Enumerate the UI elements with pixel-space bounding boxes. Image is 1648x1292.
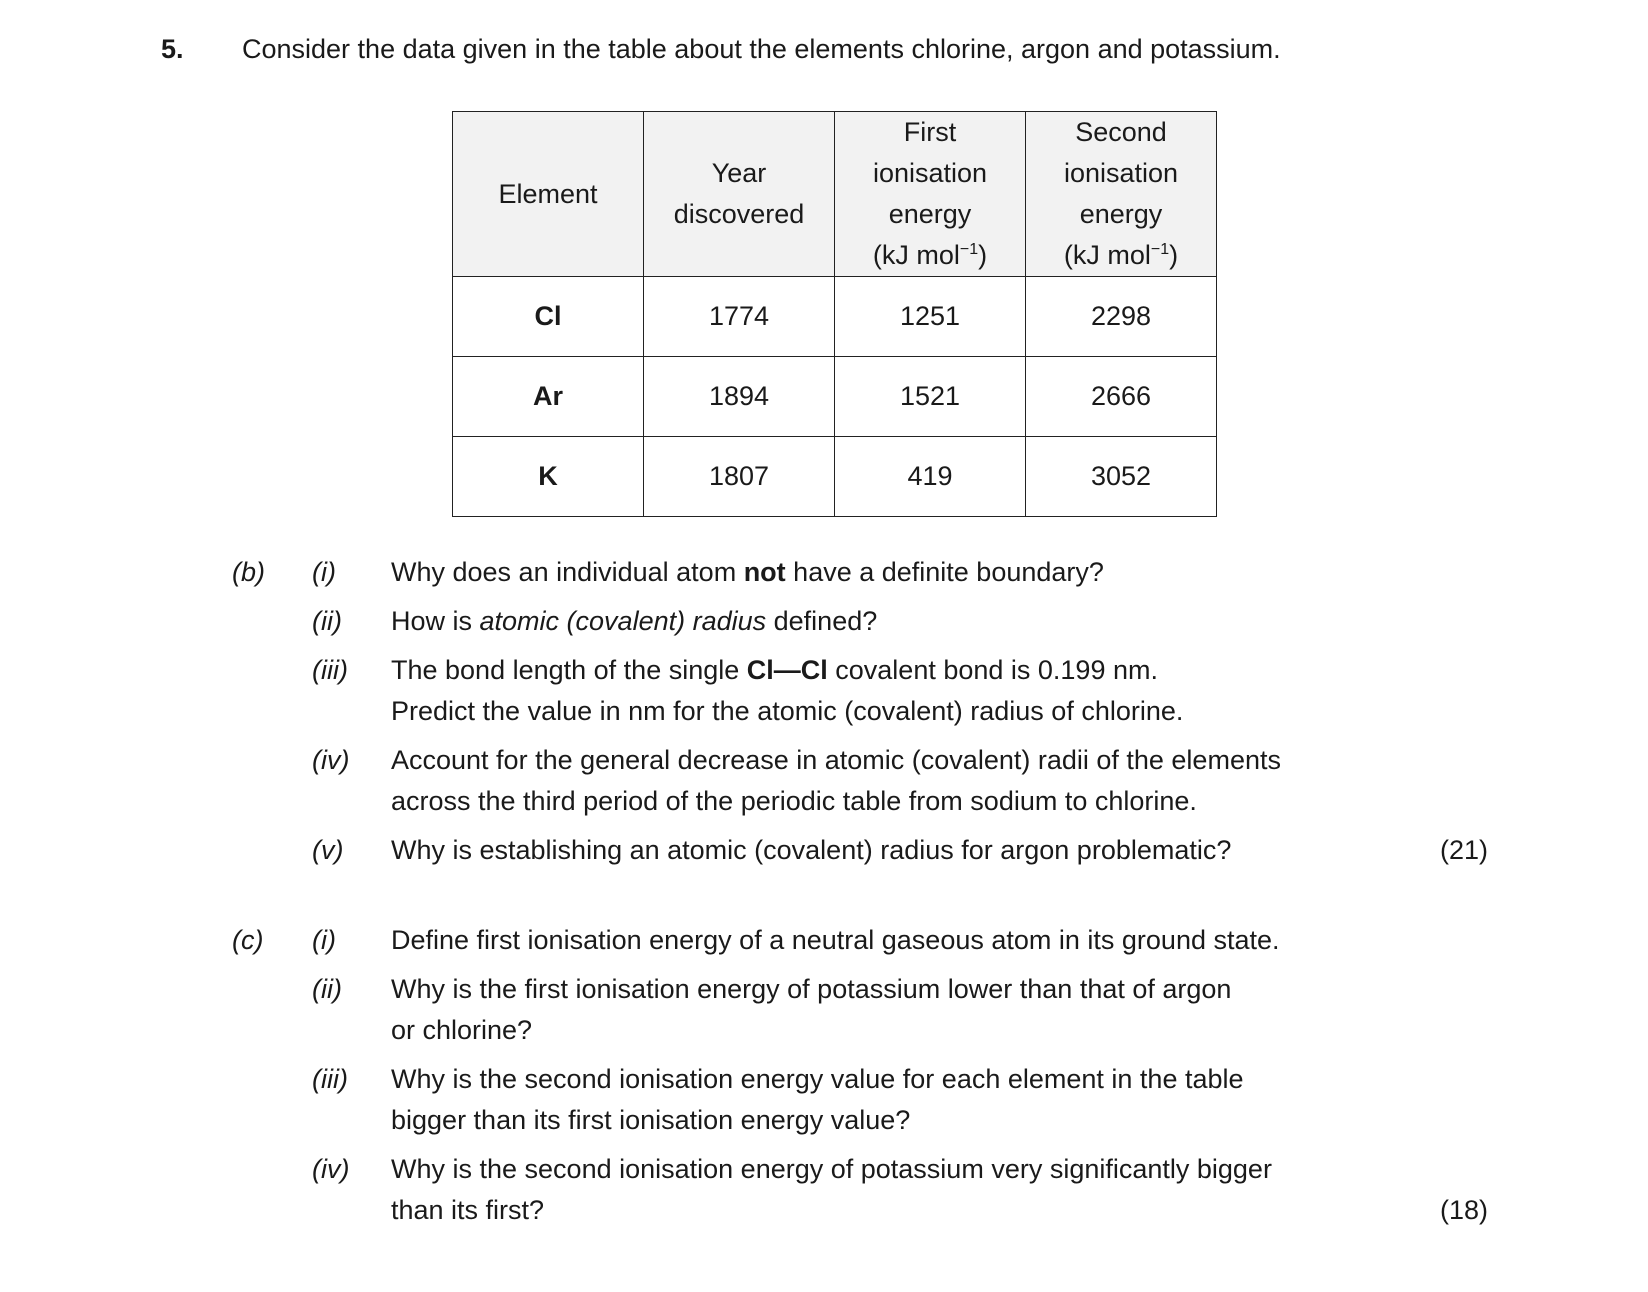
cell-first-ie: 419 — [835, 437, 1026, 517]
cell-first-ie: 1521 — [835, 357, 1026, 437]
question-number: 5. — [161, 34, 184, 64]
elements-table — [452, 111, 1217, 517]
part-b-i-label: (i) — [312, 557, 336, 587]
part-b-marks: (21) — [1440, 835, 1489, 865]
part-b-i-text: Why does an individual atom not have a definite boundary? — [391, 557, 1104, 587]
part-b-label: (b) — [232, 557, 265, 587]
cell-year: 1807 — [644, 437, 835, 517]
cell-first-ie: 1251 — [835, 277, 1026, 357]
cell-year: 1774 — [644, 277, 835, 357]
cell-year: 1894 — [644, 357, 835, 437]
question-intro: Consider the data given in the table about the elements chlorine, argon and potassium. — [242, 34, 1281, 64]
header-year: Year discovered — [644, 112, 835, 277]
cell-element: Cl — [453, 277, 644, 357]
part-c-iv-label: (iv) — [312, 1154, 350, 1184]
part-c-ii-text: Why is the first ionisation energy of potassium lower than that of argon or chlorine? — [391, 974, 1232, 1045]
part-b-iii-text: The bond length of the single Cl—Cl covalent bond is 0.199 nm. Predict the value in nm for the atomic (covalent) radius of chlorine. — [391, 655, 1184, 726]
part-c-iv-text: Why is the second ionisation energy of potassium very significantly bigger than its first? — [391, 1154, 1272, 1225]
part-b-ii-label: (ii) — [312, 606, 342, 636]
part-b-iv-label: (iv) — [312, 745, 350, 775]
part-b-iii-label: (iii) — [312, 655, 348, 685]
header-first-ie: First ionisation energy (kJ mol$^{-1}$) — [835, 112, 1026, 277]
part-c-iii-text: Why is the second ionisation energy value for each element in the table bigger than its first ionisation energy value? — [391, 1064, 1244, 1135]
table-row — [453, 277, 1217, 357]
cell-second-ie: 3052 — [1026, 437, 1217, 517]
header-second-ie: Second ionisation energy (kJ mol$^{-1}$) — [1026, 112, 1217, 277]
part-b-v-text: Why is establishing an atomic (covalent) radius for argon problematic? — [391, 835, 1232, 865]
part-c-marks: (18) — [1440, 1195, 1489, 1225]
part-c-label: (c) — [232, 925, 264, 955]
part-b-v-label: (v) — [312, 835, 344, 865]
header-element: Element — [453, 112, 644, 277]
part-b-iv-text: Account for the general decrease in atomic (covalent) radii of the elements across the third period of the periodic table from sodium to chlorine. — [391, 745, 1281, 816]
cell-second-ie: 2666 — [1026, 357, 1217, 437]
table-header-row — [453, 112, 1217, 277]
cell-element: Ar — [453, 357, 644, 437]
cell-second-ie: 2298 — [1026, 277, 1217, 357]
table-row — [453, 357, 1217, 437]
part-c-iii-label: (iii) — [312, 1064, 348, 1094]
table-row — [453, 437, 1217, 517]
part-c-i-text: Define first ionisation energy of a neutral gaseous atom in its ground state. — [391, 925, 1280, 955]
cell-element: K — [453, 437, 644, 517]
part-c-i-label: (i) — [312, 925, 336, 955]
part-b-ii-text: How is atomic (covalent) radius defined? — [391, 606, 878, 636]
part-c-ii-label: (ii) — [312, 974, 342, 1004]
